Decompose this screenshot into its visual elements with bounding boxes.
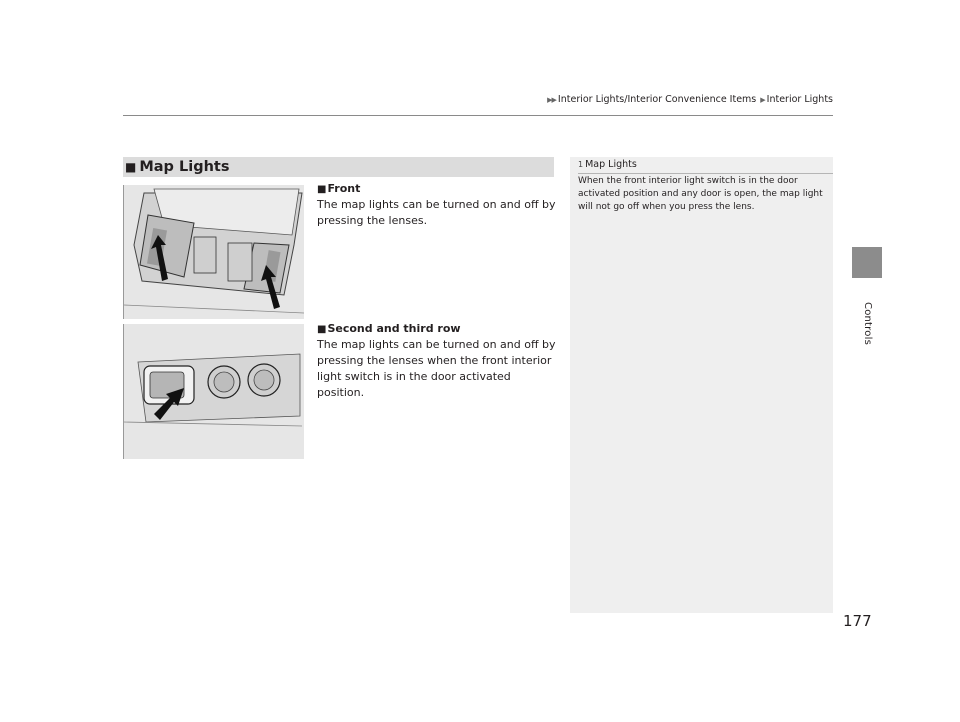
square-bullet-icon: ■ <box>125 160 137 174</box>
chapter-tab[interactable] <box>852 247 882 278</box>
section-title <box>123 157 554 177</box>
square-bullet-icon: ■ <box>317 324 327 335</box>
note-title: 1 Map Lights <box>578 157 833 174</box>
square-bullet-icon: ■ <box>317 184 327 195</box>
header-divider <box>123 115 833 116</box>
front-body: The map lights can be turned on and off by pressing the lenses. <box>317 198 556 227</box>
front-map-light-illustration <box>123 185 304 319</box>
arrow-icon: ▶ <box>760 95 765 104</box>
breadcrumb-item-page: Interior Lights <box>766 94 833 105</box>
second-third-body: The map lights can be turned on and off by pressing the lenses when the front interior light switch is in the door activated position. <box>317 338 556 399</box>
chapter-label: Controls <box>861 301 873 345</box>
double-arrow-icon: ▶▶ <box>547 95 556 104</box>
front-heading: ■Front <box>317 182 361 195</box>
note-panel <box>570 157 833 613</box>
note-reference-icon: 1 <box>578 160 584 169</box>
section-title-text: Map Lights <box>139 159 230 175</box>
rear-map-light-illustration <box>123 324 304 459</box>
page-number: 177 <box>843 612 872 630</box>
breadcrumb-item-section: Interior Lights/Interior Convenience Items <box>557 94 757 105</box>
note-body: When the front interior light switch is in the door activated position and any door is open, the map light will not go off when you press the lens. <box>578 176 823 212</box>
breadcrumb <box>547 94 833 105</box>
second-third-heading: ■Second and third row <box>317 322 461 335</box>
